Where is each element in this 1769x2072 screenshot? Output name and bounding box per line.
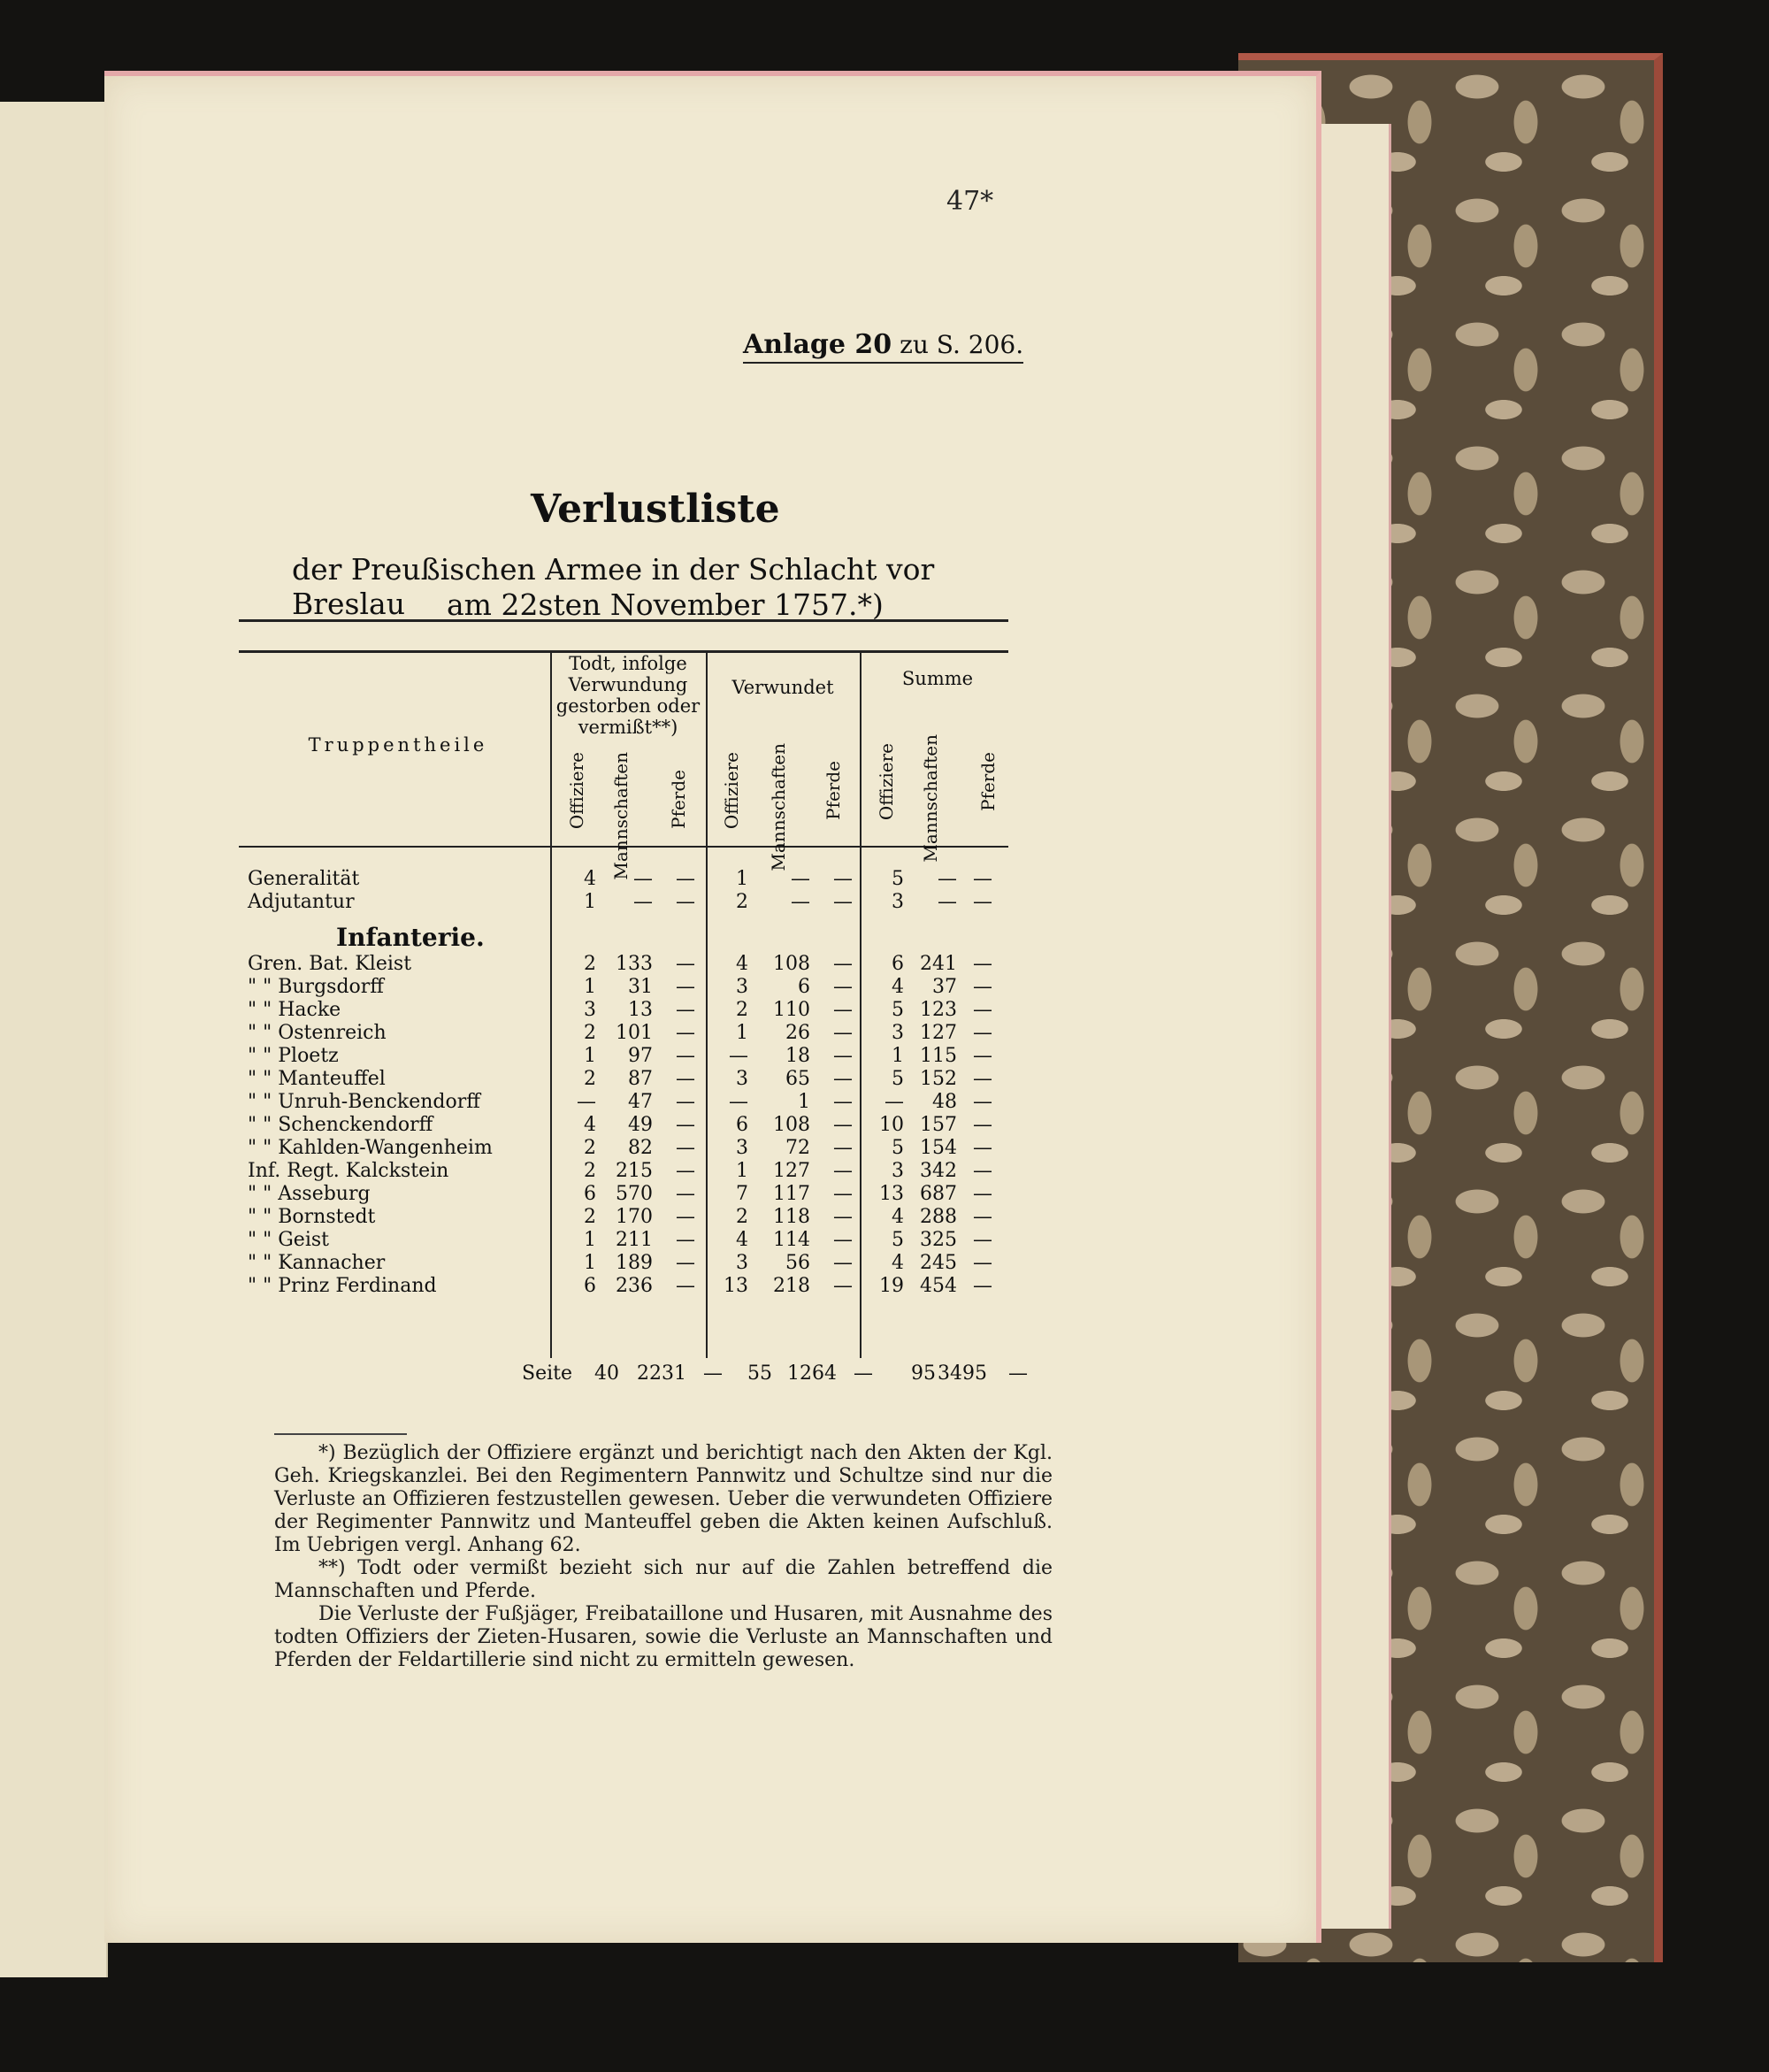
cell: 1 xyxy=(584,975,596,998)
row-label: " " Ostenreich xyxy=(248,1021,387,1044)
table-row xyxy=(248,1067,992,1090)
cell: 245 xyxy=(920,1251,957,1274)
cell: — xyxy=(676,1090,695,1113)
group-header-todt: Todt, infolge Verwundung gestorben oder vermißt**) xyxy=(555,653,701,738)
cell: 2 xyxy=(584,1205,596,1228)
cell: — xyxy=(833,1251,853,1274)
cell: 189 xyxy=(616,1251,653,1274)
cell: 37 xyxy=(932,975,957,998)
cell: 6 xyxy=(736,1113,748,1136)
cell: — xyxy=(676,867,695,890)
cell: 3 xyxy=(736,1067,748,1090)
row-header: Truppentheile xyxy=(308,734,488,756)
cell: 118 xyxy=(773,1205,810,1228)
cell: 72 xyxy=(785,1136,810,1159)
cell: — xyxy=(676,890,695,913)
cell: — xyxy=(833,1205,853,1228)
loss-table xyxy=(248,867,992,1297)
cell: — xyxy=(676,1044,695,1067)
row-label: " " Ploetz xyxy=(248,1044,339,1067)
cell: — xyxy=(833,1228,853,1251)
cell: — xyxy=(973,1090,992,1113)
cell: 2 xyxy=(584,1067,596,1090)
cell: 215 xyxy=(616,1159,653,1182)
cell: — xyxy=(676,1021,695,1044)
row-label: " " Bornstedt xyxy=(248,1205,376,1228)
cell: 570 xyxy=(616,1182,653,1205)
cell: 1 xyxy=(892,1044,904,1067)
cell: — xyxy=(833,1021,853,1044)
cell: 1 xyxy=(584,1228,596,1251)
cell: 1 xyxy=(736,1021,748,1044)
cell: 1 xyxy=(584,1251,596,1274)
sum-cell: 2231 xyxy=(637,1362,686,1385)
cell: — xyxy=(833,998,853,1021)
cell: 56 xyxy=(785,1251,810,1274)
table-row xyxy=(248,1228,992,1251)
cell: 6 xyxy=(584,1274,596,1297)
row-label: " " Burgsdorff xyxy=(248,975,384,998)
cell: 3 xyxy=(892,890,904,913)
cell: 4 xyxy=(584,1113,596,1136)
cell: 114 xyxy=(773,1228,810,1251)
cell: — xyxy=(973,1044,992,1067)
cell: — xyxy=(833,1274,853,1297)
table-row xyxy=(248,1274,992,1297)
col-head-todt-offiziere: Offiziere xyxy=(566,752,587,830)
cell: 4 xyxy=(892,975,904,998)
table-row xyxy=(248,1021,992,1044)
row-label: " " Prinz Ferdinand xyxy=(248,1274,437,1297)
page-title: Verlustliste xyxy=(531,487,780,532)
cell: — xyxy=(973,1067,992,1090)
cell: — xyxy=(973,1021,992,1044)
cell: 115 xyxy=(920,1044,957,1067)
table-row xyxy=(248,1136,992,1159)
cell: 127 xyxy=(773,1159,810,1182)
cell: 3 xyxy=(892,1159,904,1182)
cell: 2 xyxy=(736,998,748,1021)
cell: 133 xyxy=(616,952,653,975)
cell: 26 xyxy=(785,1021,810,1044)
row-label: " " Schenckendorff xyxy=(248,1113,433,1136)
cell: 325 xyxy=(920,1228,957,1251)
col-head-summe-pferde: Pferde xyxy=(977,752,999,811)
cell: — xyxy=(729,1044,748,1067)
cell: — xyxy=(833,1067,853,1090)
cell: 170 xyxy=(616,1205,653,1228)
cell: — xyxy=(973,890,992,913)
anlage-ref: zu S. 206. xyxy=(900,330,1024,359)
cell: 218 xyxy=(773,1274,810,1297)
row-label: " " Manteuffel xyxy=(248,1067,386,1090)
footnotes xyxy=(274,1442,1053,1672)
cell: — xyxy=(676,1228,695,1251)
sum-cell: — xyxy=(1008,1362,1028,1385)
col-head-verw-pferde: Pferde xyxy=(823,761,844,820)
cell: 1 xyxy=(584,890,596,913)
cell: — xyxy=(833,890,853,913)
cell: 211 xyxy=(616,1228,653,1251)
table-row xyxy=(248,867,992,890)
row-label: Adjutantur xyxy=(248,890,355,913)
cell: 1 xyxy=(798,1090,810,1113)
footnote-3: Die Verluste der Fußjäger, Freibataillone und Husaren, mit Ausnahme des todten Offiziers der Zieten-Husaren, sowie die Verluste an Mannschaften und Pferden der Feldartillerie sind nicht zu ermitteln gewesen. xyxy=(274,1603,1053,1671)
cell: 157 xyxy=(920,1113,957,1136)
table-row xyxy=(248,1182,992,1205)
cell: — xyxy=(676,975,695,998)
col-head-verw-mannschaften: Mannschaften xyxy=(768,743,789,871)
sum-cell: 1264 xyxy=(787,1362,837,1385)
table-row xyxy=(248,1251,992,1274)
cell: 7 xyxy=(736,1182,748,1205)
top-rule xyxy=(239,619,1008,622)
cell: — xyxy=(676,1067,695,1090)
cell: — xyxy=(676,1136,695,1159)
cell: 241 xyxy=(920,952,957,975)
cell: 13 xyxy=(879,1182,904,1205)
cell: — xyxy=(833,1113,853,1136)
cell: — xyxy=(973,975,992,998)
cell: 123 xyxy=(920,998,957,1021)
cell: 47 xyxy=(628,1090,653,1113)
cell: — xyxy=(833,952,853,975)
cell: — xyxy=(833,1136,853,1159)
sum-label: Seite xyxy=(522,1362,572,1385)
anlage-title: Anlage 20 xyxy=(743,329,892,360)
cell: — xyxy=(973,952,992,975)
cell: 87 xyxy=(628,1067,653,1090)
facing-page xyxy=(0,102,108,1977)
sum-cell: 55 xyxy=(747,1362,772,1385)
cell: — xyxy=(676,998,695,1021)
cell: 2 xyxy=(736,890,748,913)
cell: 6 xyxy=(798,975,810,998)
table-row xyxy=(248,1159,992,1182)
cell: 5 xyxy=(892,1228,904,1251)
cell: 1 xyxy=(736,1159,748,1182)
cell: 4 xyxy=(736,1228,748,1251)
table-row xyxy=(248,890,992,913)
cell: 19 xyxy=(879,1274,904,1297)
cell: — xyxy=(833,1044,853,1067)
cell: — xyxy=(973,998,992,1021)
col-head-todt-pferde: Pferde xyxy=(668,770,689,829)
cell: 342 xyxy=(920,1159,957,1182)
cell: 97 xyxy=(628,1044,653,1067)
cell: 5 xyxy=(892,998,904,1021)
col-head-summe-offiziere: Offiziere xyxy=(876,743,897,821)
cell: — xyxy=(833,975,853,998)
cell: 1 xyxy=(584,1044,596,1067)
cell: — xyxy=(676,1113,695,1136)
cell: — xyxy=(633,867,653,890)
cell: 101 xyxy=(616,1021,653,1044)
cell: 13 xyxy=(724,1274,748,1297)
subtitle-line-2: am 22sten November 1757.*) xyxy=(447,587,884,622)
cell: — xyxy=(973,1113,992,1136)
cell: 154 xyxy=(920,1136,957,1159)
cell: — xyxy=(577,1090,596,1113)
cell: — xyxy=(973,867,992,890)
section-heading: Infanterie. xyxy=(336,923,485,952)
cell: 6 xyxy=(892,952,904,975)
cell: — xyxy=(938,890,957,913)
cell: 5 xyxy=(892,1136,904,1159)
cell: 13 xyxy=(628,998,653,1021)
footnote-1: *) Bezüglich der Offiziere ergänzt und berichtigt nach den Akten der Kgl. Geh. Kriegskanzlei. Bei den Regimentern Pannwitz und Schultze sind nur die Verluste an Offizieren festzustellen gewesen. Ueber die verwundeten Offiziere der Regimenter Pannwitz und Manteuffel geben die Akten keinen Aufschluß. Im Uebrigen vergl. Anhang 62. xyxy=(274,1442,1053,1556)
cell: — xyxy=(833,1182,853,1205)
row-label: " " Unruh-Benckendorff xyxy=(248,1090,480,1113)
cell: — xyxy=(676,1205,695,1228)
cell: — xyxy=(973,1251,992,1274)
cell: 65 xyxy=(785,1067,810,1090)
cell: 5 xyxy=(892,867,904,890)
cell: 3 xyxy=(584,998,596,1021)
sum-cell: — xyxy=(854,1362,873,1385)
cell: — xyxy=(833,867,853,890)
cell: — xyxy=(833,1090,853,1113)
sum-cell: 3495 xyxy=(938,1362,987,1385)
cell: — xyxy=(791,867,810,890)
sum-cell: 95 xyxy=(911,1362,936,1385)
col-head-summe-mannschaften: Mannschaften xyxy=(920,734,941,863)
cell: — xyxy=(973,1228,992,1251)
cell: — xyxy=(833,1159,853,1182)
cell: 4 xyxy=(584,867,596,890)
cell: 6 xyxy=(584,1182,596,1205)
table-row xyxy=(248,998,992,1021)
row-label: " " Asseburg xyxy=(248,1182,371,1205)
anlage-label xyxy=(743,329,1023,364)
cell: 110 xyxy=(773,998,810,1021)
cell: 18 xyxy=(785,1044,810,1067)
col-head-verw-offiziere: Offiziere xyxy=(721,752,742,830)
cell: 127 xyxy=(920,1021,957,1044)
cell: 1 xyxy=(736,867,748,890)
table-row xyxy=(248,975,992,998)
cell: — xyxy=(973,1136,992,1159)
cell: 2 xyxy=(584,1136,596,1159)
table-row xyxy=(248,1113,992,1136)
cell: 3 xyxy=(736,1136,748,1159)
footnote-rule xyxy=(274,1433,407,1435)
infantry-rows xyxy=(248,952,992,1297)
cell: 117 xyxy=(773,1182,810,1205)
cell: — xyxy=(791,890,810,913)
cell: 5 xyxy=(892,1067,904,1090)
cell: 3 xyxy=(736,1251,748,1274)
page-number: 47* xyxy=(946,186,994,217)
cell: 3 xyxy=(736,975,748,998)
row-label: Generalität xyxy=(248,867,360,890)
sum-cell: 40 xyxy=(594,1362,619,1385)
row-label: Inf. Regt. Kalckstein xyxy=(248,1159,449,1182)
cell: — xyxy=(938,867,957,890)
cell: 108 xyxy=(773,1113,810,1136)
cell: 4 xyxy=(892,1205,904,1228)
cell: 152 xyxy=(920,1067,957,1090)
cell: 236 xyxy=(616,1274,653,1297)
row-label: " " Hacke xyxy=(248,998,341,1021)
cell: 454 xyxy=(920,1274,957,1297)
cell: 49 xyxy=(628,1113,653,1136)
row-label: Gren. Bat. Kleist xyxy=(248,952,412,975)
cell: — xyxy=(633,890,653,913)
table-row xyxy=(248,1205,992,1228)
cell: — xyxy=(884,1090,904,1113)
row-label: " " Kannacher xyxy=(248,1251,386,1274)
sum-cell: — xyxy=(703,1362,723,1385)
group-header-verwundet: Verwundet xyxy=(731,677,834,698)
cell: — xyxy=(676,1159,695,1182)
cell: 687 xyxy=(920,1182,957,1205)
footnote-2: **) Todt oder vermißt bezieht sich nur auf die Zahlen betreffend die Mannschaften und Pferde. xyxy=(274,1557,1053,1602)
row-label: " " Kahlden-Wangenheim xyxy=(248,1136,493,1159)
cell: 82 xyxy=(628,1136,653,1159)
cell: 2 xyxy=(736,1205,748,1228)
cell: — xyxy=(973,1159,992,1182)
cell: — xyxy=(676,1274,695,1297)
row-label: " " Geist xyxy=(248,1228,329,1251)
cell: 2 xyxy=(584,1159,596,1182)
cell: — xyxy=(973,1205,992,1228)
cell: 2 xyxy=(584,952,596,975)
cell: 31 xyxy=(628,975,653,998)
cell: 3 xyxy=(892,1021,904,1044)
cell: 108 xyxy=(773,952,810,975)
cell: 10 xyxy=(879,1113,904,1136)
table-row xyxy=(248,952,992,975)
cell: 48 xyxy=(932,1090,957,1113)
cell: 4 xyxy=(736,952,748,975)
cell: — xyxy=(973,1274,992,1297)
subtitle-line-1: der Preußischen Armee in der Schlacht vor Breslau xyxy=(292,552,935,621)
table-row xyxy=(248,1044,992,1067)
section-row xyxy=(248,913,992,952)
cell: 4 xyxy=(892,1251,904,1274)
col-head-todt-mannschaften: Mannschaften xyxy=(610,752,632,880)
cell: — xyxy=(676,952,695,975)
table-row xyxy=(248,1090,992,1113)
cell: 288 xyxy=(920,1205,957,1228)
cell: — xyxy=(729,1090,748,1113)
group-header-summe: Summe xyxy=(901,668,974,689)
cell: 2 xyxy=(584,1021,596,1044)
cell: — xyxy=(676,1182,695,1205)
cell: — xyxy=(676,1251,695,1274)
cell: — xyxy=(973,1182,992,1205)
